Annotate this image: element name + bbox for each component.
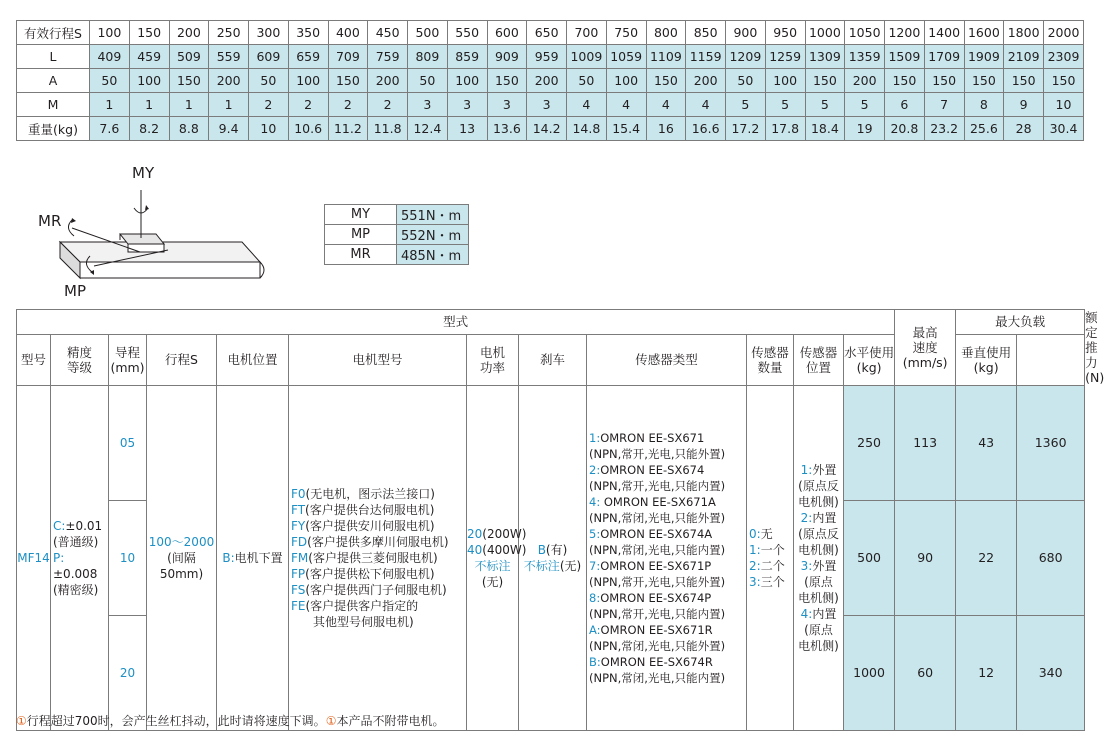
my-label: MY	[132, 164, 155, 182]
moment-key: MP	[325, 225, 397, 245]
stroke-value-cell: 459	[129, 45, 169, 69]
sensor-qty-header: 传感器 数量	[747, 334, 794, 385]
stroke-value-cell: 1059	[606, 45, 646, 69]
stroke-header-cell: 1200	[885, 21, 925, 45]
stroke-header-cell: 500	[408, 21, 448, 45]
stroke-header-cell: 1600	[964, 21, 1004, 45]
moment-key: MR	[325, 245, 397, 265]
row-label: 有效行程S	[17, 21, 90, 45]
row-label: L	[17, 45, 90, 69]
stroke-value-cell: 4	[686, 93, 726, 117]
stroke-header-cell: 200	[169, 21, 209, 45]
stroke-value-cell: 200	[845, 69, 885, 93]
stroke-value-cell: 200	[209, 69, 249, 93]
horizontal-load-cell: 90	[895, 501, 956, 616]
stroke-value-cell: 10	[249, 117, 289, 141]
stroke-value-cell: 150	[964, 69, 1004, 93]
thrust-cell: 680	[1017, 501, 1085, 616]
stroke-value-cell: 1109	[646, 45, 686, 69]
moment-table	[324, 204, 469, 265]
stroke-header-cell: 300	[249, 21, 289, 45]
stroke-value-cell: 200	[686, 69, 726, 93]
stroke-value-cell: 609	[249, 45, 289, 69]
stroke-value-cell: 5	[726, 93, 766, 117]
stroke-value-cell: 3	[487, 93, 527, 117]
stroke-value-cell: 1	[209, 93, 249, 117]
stroke-value-cell: 409	[90, 45, 130, 69]
stroke-value-cell: 100	[288, 69, 328, 93]
mp-label: MP	[64, 282, 86, 300]
stroke-value-cell: 12.4	[408, 117, 448, 141]
stroke-value-cell: 50	[249, 69, 289, 93]
footnote-text-1: 行程超过700时，会产生丝杠抖动，此时请将速度下调。	[26, 714, 326, 728]
stroke-header-cell: 450	[368, 21, 408, 45]
moment-row	[325, 225, 469, 245]
stroke-value-cell: 50	[408, 69, 448, 93]
stroke-value-cell: 100	[765, 69, 805, 93]
stroke-value-cell: 1	[129, 93, 169, 117]
stroke-value-cell: 5	[805, 93, 845, 117]
stroke-header-cell: 1800	[1004, 21, 1044, 45]
stroke-value-cell: 1	[90, 93, 130, 117]
stroke-table-row	[17, 117, 1084, 141]
stroke-header-cell: 1000	[805, 21, 845, 45]
moment-diagram	[28, 160, 288, 305]
stroke-value-cell: 2	[328, 93, 368, 117]
stroke-value-cell: 50	[567, 69, 607, 93]
lead-cell: 10	[109, 501, 147, 616]
brake-cell: B(有) 不标注(无)	[519, 386, 587, 731]
stroke-value-cell: 10.6	[288, 117, 328, 141]
speed-cell: 1000	[844, 616, 895, 731]
speed-cell: 250	[844, 386, 895, 501]
stroke-header-cell: 350	[288, 21, 328, 45]
stroke-value-cell: 3	[447, 93, 487, 117]
brake-header: 刹车	[519, 334, 587, 385]
stroke-value-cell: 50	[726, 69, 766, 93]
stroke-value-cell: 1159	[686, 45, 726, 69]
stroke-spec-table	[16, 20, 1084, 141]
stroke-value-cell: 3	[527, 93, 567, 117]
stroke-value-cell: 19	[845, 117, 885, 141]
stroke-value-cell: 100	[606, 69, 646, 93]
model-cell: MF14	[17, 386, 51, 731]
stroke-value-cell: 2309	[1044, 45, 1084, 69]
stroke-value-cell: 200	[527, 69, 567, 93]
stroke-value-cell: 15.4	[606, 117, 646, 141]
stroke-value-cell: 4	[606, 93, 646, 117]
stroke-value-cell: 16	[646, 117, 686, 141]
speed-cell: 500	[844, 501, 895, 616]
stroke-value-cell: 509	[169, 45, 209, 69]
stroke-table-row	[17, 21, 1084, 45]
stroke-value-cell: 50	[90, 69, 130, 93]
thrust-cell: 1360	[1017, 386, 1085, 501]
sensor-type-cell: 1:OMRON EE-SX671 (NPN,常开,光电,只能外置) 2:OMRON EE-SX674 (NPN,常开,光电,只能内置) 4: OMRON EE-SX671A (NPN,常闭,光电,只能外置) 5:OMRON EE-SX674A (NPN,常闭,光电,只能内置) 7:OMRON EE-SX671P (NPN,常开,光电,只能外置) 8:OMRON EE-SX674P (NPN,常开,光电,只能内置) A:OMRON EE-SX671R (NPN,常闭,光电,只能外置) B:OMRON EE-SX674R (NPN,常闭,光电,只能内置)	[587, 386, 747, 731]
stroke-header-cell: 400	[328, 21, 368, 45]
stroke-header-cell: 1400	[924, 21, 964, 45]
stroke-value-cell: 150	[1004, 69, 1044, 93]
model-spec-table: 型式 最高 速度 (mm/s) 最大负载 额定推力 (N) 型号 精度 等级 导程 (mm) 行程S 电机位置 电机型号 电机 功率 刹车 传感器类型 传感器 数量 传感器 位置 水平使用 (kg) 垂直使用 (kg) MF14 C:±0.01 (普通级) P:±0.008 (精密级) 05 100～2000 (间隔50mm) B:电机下置 F0(无电机，图示法兰接口) FT(客户提供台达伺服电机) FY(客户提供安川伺服电机) FD(客户提供多摩川伺服电机) FM(客户提供三菱伺服电机) FP(客户提供松下伺服电机) FS(客户提供西门子伺服电机) FE(客户提供客户指定的 其他型号伺服电机) 20(200W) 40(400W) 不标注(无) B(有) 不标注(无) 1:OMRON EE-SX671 (NPN,常开,光电,只能外置) 2:OMRON EE-SX674 (NPN,常开,光电,只能内置) 4: OMRON EE-SX671A (NPN,常闭,光电,只能外置) 5:OMRON EE-SX674A (NPN,常闭,光电,只能内置) 7:OMRON EE-SX671P (NPN,常开,光电,只能外置) 8:OMRON EE-SX674P (NPN,常开,光电,只能内置) A:OMRON EE-SX671R (NPN,常闭,光电,只能外置) B:OMRON EE-SX674R (NPN,常闭,光电,只能内置) 0:无 1:一个 2:二个 3:三个 1:外置 (原点反 电机侧) 2:内置 (原点反 电机侧) 3:外置 (原点 电机侧) 4:内置 (原点 电机侧) 250 113 43 1360 10 500 90 22 680 20 1000 60 12 340	[16, 309, 1085, 731]
stroke-value-cell: 1309	[805, 45, 845, 69]
stroke-value-cell: 1709	[924, 45, 964, 69]
vertical-load-cell: 43	[956, 386, 1017, 501]
stroke-value-cell: 100	[129, 69, 169, 93]
stroke-value-cell: 200	[368, 69, 408, 93]
stroke-value-cell: 7.6	[90, 117, 130, 141]
sensor-pos-header: 传感器 位置	[794, 334, 844, 385]
stroke-value-cell: 909	[487, 45, 527, 69]
stroke-value-cell: 809	[408, 45, 448, 69]
precision-header: 精度 等级	[51, 334, 109, 385]
vertical-load-cell: 22	[956, 501, 1017, 616]
stroke-value-cell: 2	[288, 93, 328, 117]
motor-pos-cell: B:电机下置	[217, 386, 289, 731]
stroke-value-cell: 30.4	[1044, 117, 1084, 141]
stroke-value-cell: 2	[249, 93, 289, 117]
stroke-value-cell: 1359	[845, 45, 885, 69]
power-header: 电机 功率	[467, 334, 519, 385]
stroke-value-cell: 150	[1044, 69, 1084, 93]
stroke-value-cell: 559	[209, 45, 249, 69]
lead-cell: 20	[109, 616, 147, 731]
vertical-load-cell: 12	[956, 616, 1017, 731]
stroke-header-cell: 750	[606, 21, 646, 45]
stroke-value-cell: 1909	[964, 45, 1004, 69]
stroke-value-cell: 17.8	[765, 117, 805, 141]
stroke-value-cell: 8.8	[169, 117, 209, 141]
stroke-header-cell: 850	[686, 21, 726, 45]
lead-header: 导程 (mm)	[109, 334, 147, 385]
stroke-value-cell: 100	[447, 69, 487, 93]
type-group-header: 型式	[17, 310, 895, 335]
vertical-header: 垂直使用 (kg)	[956, 334, 1017, 385]
power-cell: 20(200W) 40(400W) 不标注(无)	[467, 386, 519, 731]
moment-row	[325, 205, 469, 225]
stroke-value-cell: 9	[1004, 93, 1044, 117]
stroke-value-cell: 9.4	[209, 117, 249, 141]
horizontal-header: 水平使用 (kg)	[844, 334, 895, 385]
stroke-value-cell: 759	[368, 45, 408, 69]
stroke-value-cell: 4	[567, 93, 607, 117]
stroke-value-cell: 150	[805, 69, 845, 93]
stroke-value-cell: 7	[924, 93, 964, 117]
stroke-header-cell: 150	[129, 21, 169, 45]
stroke-value-cell: 13	[447, 117, 487, 141]
model-header: 型号	[17, 334, 51, 385]
caution-icon: ①	[16, 714, 27, 728]
stroke-value-cell: 1	[169, 93, 209, 117]
stroke-value-cell: 25.6	[964, 117, 1004, 141]
stroke-cell: 100～2000 (间隔50mm)	[147, 386, 217, 731]
motor-pos-header: 电机位置	[217, 334, 289, 385]
stroke-value-cell: 1209	[726, 45, 766, 69]
stroke-value-cell: 659	[288, 45, 328, 69]
stroke-value-cell: 2109	[1004, 45, 1044, 69]
moment-key: MY	[325, 205, 397, 225]
thrust-cell: 340	[1017, 616, 1085, 731]
moment-value: 552N・m	[397, 225, 469, 245]
stroke-table-row	[17, 93, 1084, 117]
footnote-text-2: 本产品不附带电机。	[336, 714, 445, 728]
stroke-header-cell: 2000	[1044, 21, 1084, 45]
stroke-value-cell: 11.8	[368, 117, 408, 141]
stroke-header-cell: 700	[567, 21, 607, 45]
stroke-header-cell: 1050	[845, 21, 885, 45]
stroke-header-cell: 600	[487, 21, 527, 45]
stroke-value-cell: 14.2	[527, 117, 567, 141]
stroke-value-cell: 959	[527, 45, 567, 69]
stroke-value-cell: 1259	[765, 45, 805, 69]
stroke-header-cell: 950	[765, 21, 805, 45]
stroke-value-cell: 150	[487, 69, 527, 93]
moment-value: 485N・m	[397, 245, 469, 265]
stroke-value-cell: 5	[845, 93, 885, 117]
stroke-value-cell: 150	[924, 69, 964, 93]
speed-header: 最高 速度 (mm/s)	[895, 310, 956, 386]
caution-icon: ①	[325, 714, 337, 728]
stroke-value-cell: 23.2	[924, 117, 964, 141]
stroke-header-cell: 800	[646, 21, 686, 45]
stroke-value-cell: 5	[765, 93, 805, 117]
stroke-value-cell: 1509	[885, 45, 925, 69]
stroke-value-cell: 11.2	[328, 117, 368, 141]
stroke-value-cell: 1009	[567, 45, 607, 69]
moment-row	[325, 245, 469, 265]
stroke-value-cell: 16.6	[686, 117, 726, 141]
stroke-value-cell: 859	[447, 45, 487, 69]
sensor-qty-cell: 0:无 1:一个 2:二个 3:三个	[747, 386, 794, 731]
lead-cell: 05	[109, 386, 147, 501]
mr-label: MR	[38, 212, 62, 230]
stroke-value-cell: 150	[169, 69, 209, 93]
stroke-value-cell: 8.2	[129, 117, 169, 141]
stroke-value-cell: 2	[368, 93, 408, 117]
stroke-table-row	[17, 69, 1084, 93]
stroke-value-cell: 28	[1004, 117, 1044, 141]
stroke-header: 行程S	[147, 334, 217, 385]
footnote	[16, 712, 444, 729]
stroke-value-cell: 709	[328, 45, 368, 69]
stroke-value-cell: 14.8	[567, 117, 607, 141]
stroke-header-cell: 250	[209, 21, 249, 45]
stroke-header-cell: 900	[726, 21, 766, 45]
motor-model-header: 电机型号	[289, 334, 467, 385]
stroke-value-cell: 3	[408, 93, 448, 117]
stroke-value-cell: 4	[646, 93, 686, 117]
stroke-value-cell: 150	[328, 69, 368, 93]
stroke-value-cell: 13.6	[487, 117, 527, 141]
motor-model-cell: F0(无电机，图示法兰接口) FT(客户提供台达伺服电机) FY(客户提供安川伺服电机) FD(客户提供多摩川伺服电机) FM(客户提供三菱伺服电机) FP(客户提供松下伺服电机) FS(客户提供西门子伺服电机) FE(客户提供客户指定的 其他型号伺服电机)	[289, 386, 467, 731]
stroke-value-cell: 6	[885, 93, 925, 117]
stroke-header-cell: 550	[447, 21, 487, 45]
stroke-value-cell: 20.8	[885, 117, 925, 141]
sensor-type-header: 传感器类型	[587, 334, 747, 385]
stroke-value-cell: 150	[646, 69, 686, 93]
stroke-value-cell: 8	[964, 93, 1004, 117]
row-label: A	[17, 69, 90, 93]
stroke-value-cell: 150	[885, 69, 925, 93]
moment-value: 551N・m	[397, 205, 469, 225]
horizontal-load-cell: 60	[895, 616, 956, 731]
max-load-header: 最大负载	[956, 310, 1085, 335]
stroke-table-row	[17, 45, 1084, 69]
horizontal-load-cell: 113	[895, 386, 956, 501]
row-label: 重量(kg)	[17, 117, 90, 141]
stroke-header-cell: 100	[90, 21, 130, 45]
stroke-value-cell: 10	[1044, 93, 1084, 117]
stroke-value-cell: 17.2	[726, 117, 766, 141]
row-label: M	[17, 93, 90, 117]
precision-cell: C:±0.01 (普通级) P:±0.008 (精密级)	[51, 386, 109, 731]
stroke-header-cell: 650	[527, 21, 567, 45]
sensor-pos-cell: 1:外置 (原点反 电机侧) 2:内置 (原点反 电机侧) 3:外置 (原点 电机侧) 4:内置 (原点 电机侧)	[794, 386, 844, 731]
stroke-value-cell: 18.4	[805, 117, 845, 141]
